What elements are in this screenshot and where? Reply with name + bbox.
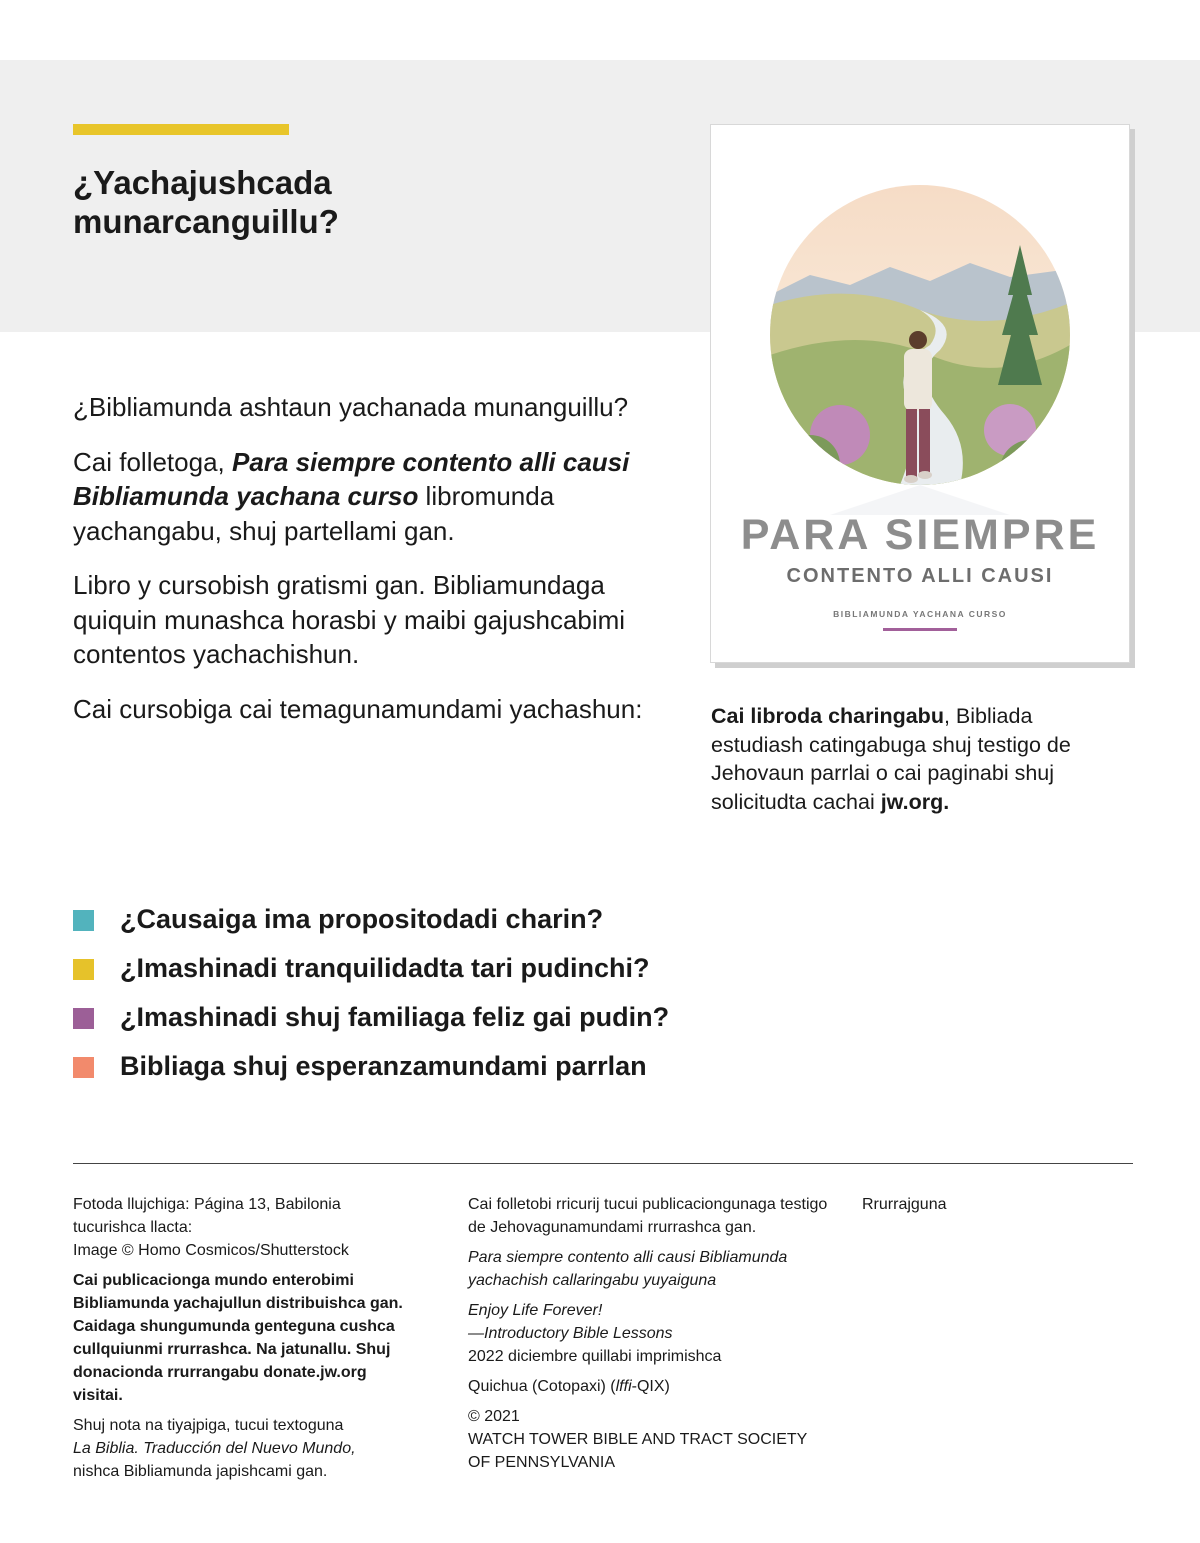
publisher-name-2: OF PENNSYLVANIA bbox=[468, 1454, 615, 1471]
copyright-year: © 2021 bbox=[468, 1408, 520, 1425]
accent-bar bbox=[73, 124, 289, 135]
cover-rule bbox=[883, 628, 957, 631]
publication-symbol: lffi bbox=[615, 1378, 632, 1395]
intro-booklet-suffix: libromunda yachangabu, shuj partellami gan. bbox=[73, 481, 555, 546]
photo-credit bbox=[73, 1193, 403, 1262]
footer-column-credits bbox=[73, 1193, 403, 1490]
topic-item bbox=[73, 900, 693, 949]
topic-item bbox=[73, 1047, 693, 1096]
footer-column-publishers bbox=[862, 1193, 1062, 1223]
jw-org-link[interactable]: jw.org. bbox=[880, 789, 950, 814]
language-code bbox=[468, 1375, 833, 1398]
english-title-line-1: Enjoy Life Forever! bbox=[468, 1302, 603, 1319]
topic-item bbox=[73, 998, 693, 1047]
book-cover bbox=[710, 124, 1130, 663]
title-line-1: ¿Yachajushcada bbox=[73, 164, 332, 201]
intro-booklet-prefix: Cai folletoga, bbox=[73, 446, 232, 477]
language-suffix: -QIX) bbox=[631, 1378, 670, 1395]
english-title bbox=[468, 1299, 833, 1368]
print-date: 2022 diciembre quillabi imprimishca bbox=[468, 1348, 722, 1365]
publication-title: Para siempre contento alli causi Bibliamunda yachachish callaringabu yuyaiguna bbox=[468, 1249, 788, 1289]
bible-note-title: La Biblia. Traducción del Nuevo Mundo, bbox=[73, 1440, 356, 1457]
topic-label: Bibliaga shuj esperanzamundami parrlan bbox=[120, 1051, 647, 1081]
topic-label: ¿Imashinadi tranquilidadta tari pudinchi? bbox=[120, 953, 650, 983]
copyright bbox=[468, 1405, 833, 1474]
bible-note-suffix: nishca Bibliamunda japishcami gan. bbox=[73, 1463, 328, 1480]
square-bullet-icon bbox=[73, 959, 94, 980]
english-title-line-2: —Introductory Bible Lessons bbox=[468, 1325, 673, 1342]
cover-title: PARA SIEMPRE bbox=[740, 511, 1100, 559]
request-note bbox=[711, 702, 1111, 816]
cover-illustration bbox=[770, 185, 1070, 515]
publisher-name-1: WATCH TOWER BIBLE AND TRACT SOCIETY bbox=[468, 1431, 808, 1448]
title-line-2: munarcanguillu? bbox=[73, 203, 339, 240]
photo-credit-text: Fotoda llujchiga: Página 13, Babilonia tucurishca llacta: bbox=[73, 1196, 341, 1236]
intro-question: ¿Bibliamunda ashtaun yachanada munanguillu? bbox=[73, 392, 629, 422]
intro-booklet-paragraph bbox=[73, 445, 673, 549]
square-bullet-icon bbox=[73, 1008, 94, 1029]
intro-topics-lead: Cai cursobiga cai temagunamundami yachashun: bbox=[73, 693, 643, 724]
cover-subtitle: CONTENTO ALLI CAUSI bbox=[786, 565, 1054, 587]
square-bullet-icon bbox=[73, 1057, 94, 1078]
page-title bbox=[73, 163, 633, 241]
photo-credit-image: Image © Homo Cosmicos/Shutterstock bbox=[73, 1242, 349, 1259]
bible-note-prefix: Shuj nota na tiyajpiga, tucui textoguna bbox=[73, 1417, 344, 1434]
bible-note bbox=[73, 1414, 403, 1483]
intro-text bbox=[73, 390, 673, 746]
topic-label: ¿Causaiga ima propositodadi charin? bbox=[120, 904, 604, 934]
topic-label: ¿Imashinadi shuj familiaga feliz gai pudin? bbox=[120, 1002, 670, 1032]
cover-series-label: BIBLIAMUNDA YACHANA CURSO bbox=[833, 609, 1007, 619]
book-title: Para siempre contento alli causi Bibliamunda yachana curso bbox=[73, 446, 630, 511]
footer-divider bbox=[73, 1163, 1133, 1164]
topic-list bbox=[73, 900, 693, 1096]
topic-item bbox=[73, 949, 693, 998]
donation-notice: Cai publicacionga mundo enterobimi Bibliamunda yachajullun distribuishca gan. Caidaga shungumunda genteguna cushca cullquiunmi rrurrashca. Na jatunallu. Shuj donacionda rrurrangabu donate.jw.org visitai. bbox=[73, 1272, 403, 1404]
intro-free-paragraph: Libro y cursobish gratismi gan. Bibliamundaga quiquin munashca horasbi y maibi gajushcabimi contentos yachachishun. bbox=[73, 570, 626, 669]
publishers-label: Rrurrajguna bbox=[862, 1196, 947, 1213]
language-name: Quichua (Cotopaxi) ( bbox=[468, 1378, 616, 1395]
square-bullet-icon bbox=[73, 910, 94, 931]
request-note-lead: Cai libroda charingabu bbox=[711, 704, 944, 728]
publisher-statement: Cai folletobi rricurij tucui publicaciongunaga testigo de Jehovagunamundami rrurrashca gan. bbox=[468, 1196, 828, 1236]
request-note-text: , Bibliada estudiash catingabuga shuj testigo de Jehovaun parrlai o cai paginabi shuj solicitudta cachai bbox=[711, 704, 1071, 814]
footer-column-publication bbox=[468, 1193, 833, 1481]
